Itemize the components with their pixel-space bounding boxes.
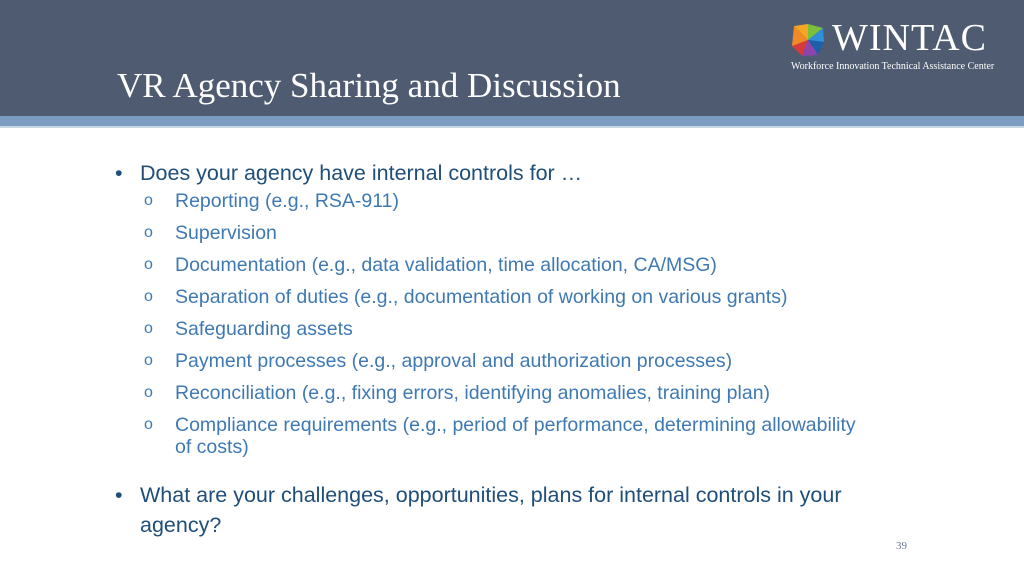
sub-item: [115, 318, 875, 340]
sub-marker: o: [144, 384, 153, 401]
sub-marker: o: [144, 256, 153, 273]
bullet-item: [115, 158, 875, 188]
bullet-marker: •: [115, 161, 123, 185]
sub-item-text: Supervision: [175, 222, 277, 244]
sub-item-text: Reporting (e.g., RSA-911): [175, 190, 399, 212]
sub-item: [115, 190, 875, 212]
sub-item-text: Separation of duties (e.g., documentation of working on various grants): [175, 286, 788, 308]
sub-marker: o: [144, 352, 153, 369]
slide-title: VR Agency Sharing and Discussion: [117, 66, 621, 105]
sub-item: [115, 350, 875, 372]
sub-marker: o: [144, 288, 153, 305]
bullet-text: What are your challenges, opportunities, plans for internal controls in your agency?: [140, 483, 842, 537]
bullet-item: [115, 480, 875, 540]
sub-item: [115, 382, 875, 404]
bullet-text: Does your agency have internal controls for …: [140, 161, 583, 185]
spacer: [115, 458, 875, 480]
bullet-marker: •: [115, 483, 123, 507]
sub-marker: o: [144, 192, 153, 209]
sub-item-text: Payment processes (e.g., approval and authorization processes): [175, 350, 733, 372]
logo-wordmark: WINTAC: [832, 17, 987, 59]
page-number: 39: [896, 540, 907, 552]
sub-marker: o: [144, 224, 153, 241]
sub-item: [115, 286, 875, 308]
sub-item: [115, 222, 875, 244]
sub-item: [115, 414, 875, 458]
logo-subtitle: Workforce Innovation Technical Assistance Center: [791, 61, 995, 72]
sub-item: [115, 254, 875, 276]
sub-item-text: Safeguarding assets: [175, 318, 353, 340]
header-divider: [0, 116, 1024, 126]
wintac-logo: [788, 17, 1014, 76]
pinwheel-logo-icon: [790, 22, 826, 58]
sub-marker: o: [144, 320, 153, 337]
sub-item-text: Reconciliation (e.g., fixing errors, identifying anomalies, training plan): [175, 382, 771, 404]
sub-item-text: Compliance requirements (e.g., period of performance, determining allowability of costs): [175, 414, 856, 458]
slide-body: [115, 158, 875, 540]
sub-item-text: Documentation (e.g., data validation, time allocation, CA/MSG): [175, 254, 717, 276]
sub-marker: o: [144, 416, 153, 433]
header-divider-light: [0, 126, 1024, 128]
